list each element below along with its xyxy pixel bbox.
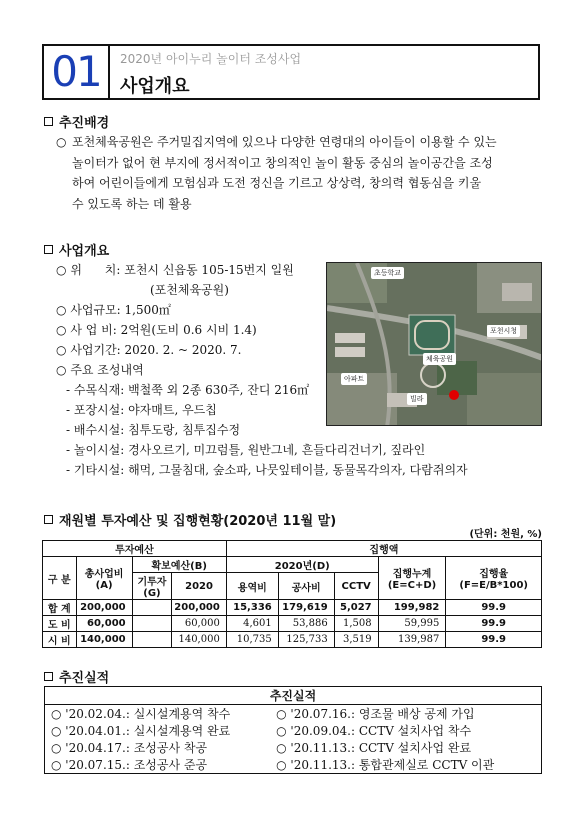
map-label-villa: 빌라 <box>407 393 427 405</box>
aerial-map-image <box>326 262 542 426</box>
heading-progress: 추진실적 <box>44 667 109 686</box>
table-row: ○ '20.02.04.: 실시설계용역 착수 ○ '20.07.16.: 영조물 배상 공제 가입 <box>45 705 542 723</box>
map-label-city-hall: 포천시청 <box>487 325 520 337</box>
table-row: 합 계 200,000 200,000 15,336 179,619 5,027 199,982 99.9 <box>43 600 542 616</box>
overview-item: - 포장시설: 야자매트, 우드칩 <box>66 403 217 417</box>
table-row: 도 비 60,000 60,000 4,601 53,886 1,508 59,995 99.9 <box>43 616 542 632</box>
header-service: 용역비 <box>226 573 278 600</box>
section-subtitle: 2020년 아이누리 놀이터 조성사업 <box>120 52 302 66</box>
table-row: ○ '20.04.17.: 조성공사 착공 ○ '20.11.13.: CCTV 설치사업 완료 <box>45 739 542 756</box>
table-row: ○ '20.07.15.: 조성공사 준공 ○ '20.11.13.: 통합관제실로 CCTV 이관 <box>45 756 542 774</box>
circle-bullet-icon: ○ <box>56 135 67 149</box>
map-label-park: 체육공원 <box>423 353 456 365</box>
square-bullet-icon <box>44 245 53 254</box>
heading-background: 추진배경 <box>44 112 109 131</box>
header-exec: 집행액 <box>226 541 541 557</box>
heading-funding: 재원별 투자예산 및 집행현황(2020년 11월 말) <box>44 510 336 529</box>
section-number: 01 <box>44 46 110 98</box>
header-2020d: 2020년(D) <box>226 557 378 573</box>
section-header <box>42 44 540 100</box>
overview-location: ○ 위 치: 포천시 신읍동 105-15번지 일원 <box>56 263 294 277</box>
background-line: 하여 어린이들에게 모험심과 도전 정신을 기르고 상상력, 창의력 협동심을 키울 <box>72 176 482 190</box>
overview-period: ○ 사업기간: 2020. 2. ~ 2020. 7. <box>56 343 242 357</box>
square-bullet-icon <box>44 117 53 126</box>
overview-item: - 놀이시설: 경사오르기, 미끄럼틀, 원반그네, 흔들다리건너기, 짚라인 <box>66 443 426 457</box>
table-row: 시 비 140,000 140,000 10,735 125,733 3,519 139,987 99.9 <box>43 632 542 648</box>
overview-scale: ○ 사업규모: 1,500㎡ <box>56 303 171 317</box>
funding-table <box>42 540 542 648</box>
header-cctv: CCTV <box>334 573 378 600</box>
aerial-map-graphic <box>327 263 542 426</box>
header-total-budget: 총사업비 (A) <box>76 557 132 600</box>
header-construction: 공사비 <box>278 573 334 600</box>
heading-overview: 사업개요 <box>44 240 109 259</box>
header-prior: 기투자 (G) <box>132 573 172 600</box>
overview-item: - 기타시설: 해먹, 그물침대, 숲소파, 나뭇잎테이블, 동물목각의자, 다람쥐의자 <box>66 463 468 477</box>
overview-item: - 수목식재: 백철쭉 외 2종 630주, 잔디 216㎡ <box>66 383 310 397</box>
overview-item: - 배수시설: 침투도랑, 침투집수정 <box>66 423 241 437</box>
header-category: 구 분 <box>43 557 77 600</box>
overview-location-sub: (포천체육공원) <box>150 283 229 297</box>
background-paragraph <box>56 132 546 214</box>
background-line: 포천체육공원은 주거밀집지역에 있으나 다양한 연령대의 아이들이 이용할 수 있는 <box>72 135 497 149</box>
overview-cost: ○ 사 업 비: 2억원(도비 0.6 시비 1.4) <box>56 323 257 337</box>
funding-unit: (단위: 천원, %) <box>469 529 542 540</box>
header-invest: 투자예산 <box>43 541 227 557</box>
header-rate: 집행율 (F=E/B*100) <box>446 557 542 600</box>
header-secured: 확보예산(B) <box>132 557 226 573</box>
square-bullet-icon <box>44 672 53 681</box>
map-label-school: 초등학교 <box>371 267 404 279</box>
header-cumulative: 집행누계 (E=C+D) <box>378 557 446 600</box>
progress-table-title: 추진실적 <box>45 687 542 705</box>
map-label-apartment: 아파트 <box>341 373 367 385</box>
progress-table <box>44 686 542 774</box>
background-line: 수 있도록 하는 데 활용 <box>72 196 192 211</box>
square-bullet-icon <box>44 515 53 524</box>
section-title: 사업개요 <box>120 76 190 97</box>
table-row: ○ '20.04.01.: 실시설계용역 완료 ○ '20.09.04.: CCTV 설치사업 착수 <box>45 722 542 739</box>
background-line: 놀이터가 없어 현 부지에 정서적이고 창의적인 놀이 활동 중심의 놀이공간을 조성 <box>72 155 493 170</box>
header-2020: 2020 <box>172 573 227 600</box>
overview-main-label: ○ 주요 조성내역 <box>56 363 144 377</box>
